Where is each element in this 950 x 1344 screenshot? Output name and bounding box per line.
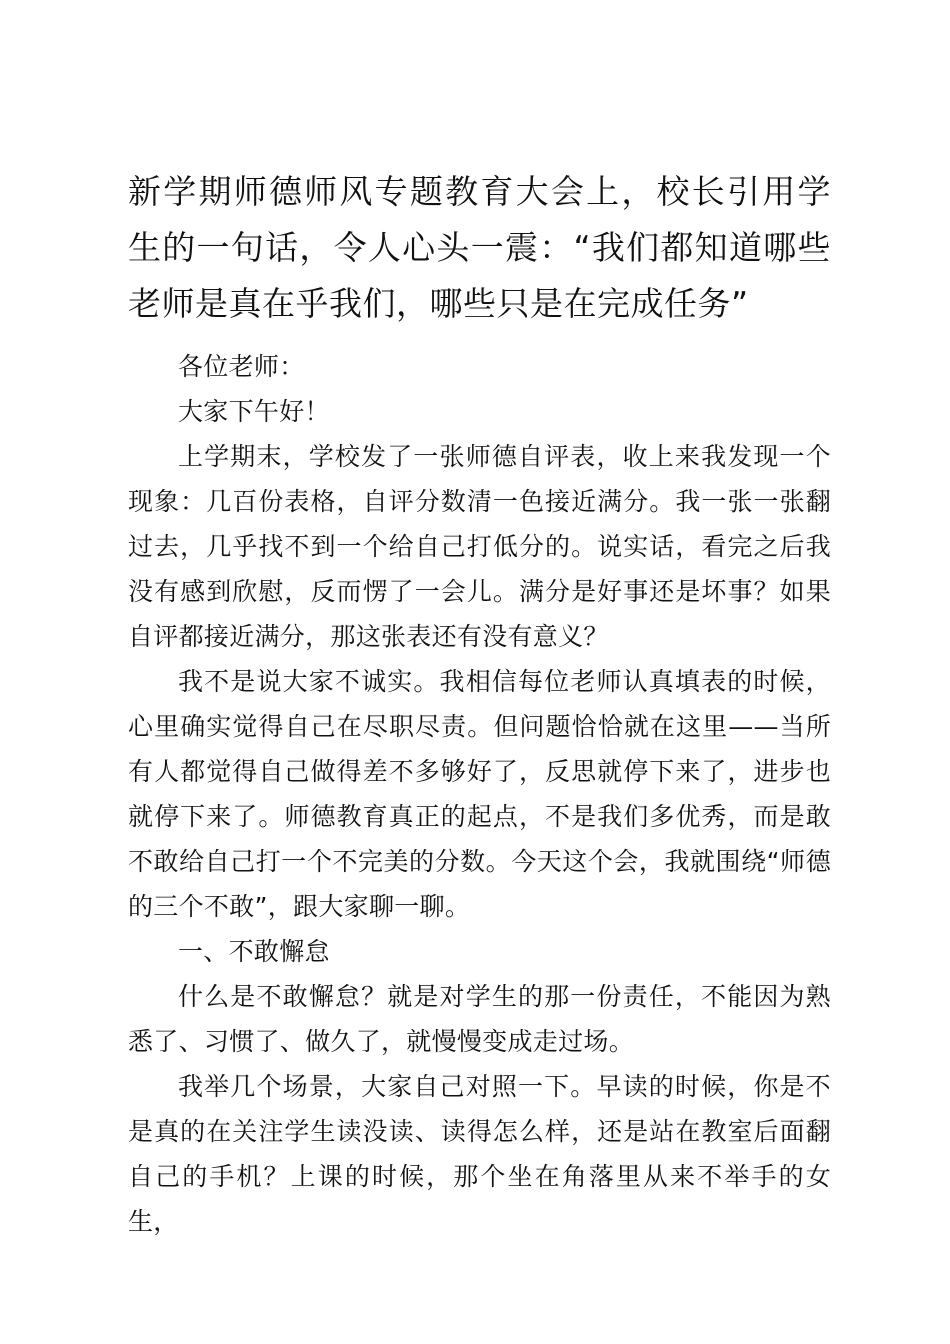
salutation: 各位老师： — [178, 352, 305, 381]
greeting: 大家下午好！ — [178, 397, 330, 426]
paragraph-self-evaluation: 上学期末，学校发了一张师德自评表，收上来我发现一个现象：几百份表格，自评分数清一色接近满分。我一张一张翻过去，几乎找不到一个给自己打低分的。说实话，看完之后我没有感到欣慰，反而愣了一会儿。满分是好事还是坏事？如果自评都接近满分，那这张表还有没有意义？ — [128, 442, 831, 651]
document-title: 新学期师德师风专题教育大会上，校长引用学生的一句话，令人心头一震：“我们都知道哪些老师是真在乎我们，哪些只是在完成任务” — [128, 172, 831, 323]
document-body — [128, 164, 831, 1244]
paragraph-reflection: 我不是说大家不诚实。我相信每位老师认真填表的时候，心里确实觉得自己在尽职尽责。但问题恰恰就在这里——当所有人都觉得自己做得差不多够好了，反思就停下来了，进步也就停下来了。师德教育真正的起点，不是我们多优秀，而是敢不敢给自己打一个不完美的分数。今天这个会，我就围绕“师德的三个不敢”，跟大家聊一聊。 — [128, 667, 831, 921]
paragraph-definition: 什么是不敢懈怠？就是对学生的那一份责任，不能因为熟悉了、习惯了、做久了，就慢慢变成走过场。 — [128, 982, 831, 1056]
section-heading-1: 一、不敢懈怠 — [178, 937, 330, 966]
paragraph-scenarios: 我举几个场景，大家自己对照一下。早读的时候，你是不是真的在关注学生读没读、读得怎么样，还是站在教室后面翻自己的手机？上课的时候，那个坐在角落里从来不举手的女生， — [128, 1072, 831, 1236]
